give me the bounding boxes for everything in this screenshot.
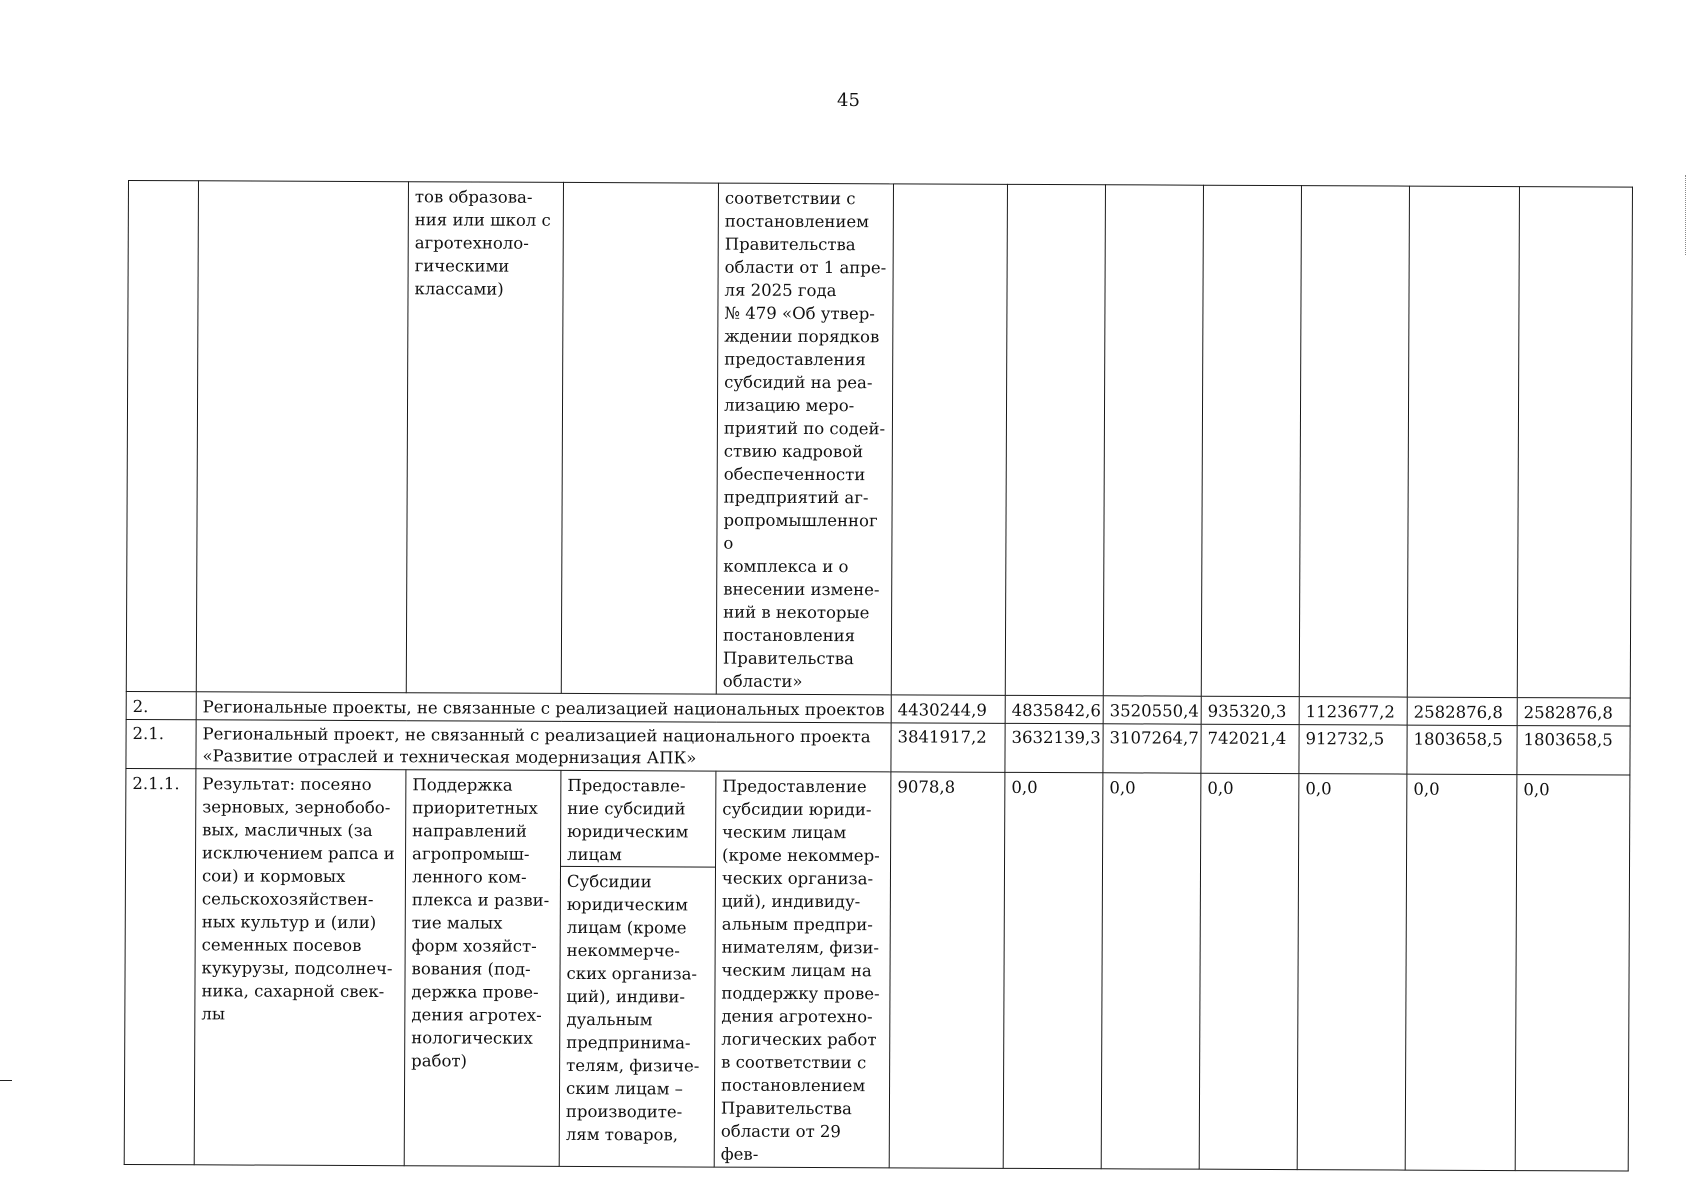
cell-value: 3107264,7	[1103, 724, 1201, 773]
cell-value	[1517, 187, 1632, 698]
cell-value: 3520550,4	[1103, 696, 1201, 724]
cell-value: 912732,5	[1299, 725, 1407, 774]
cell-value	[891, 184, 1007, 695]
cell-instrument	[559, 770, 716, 1167]
budget-table-sheet	[124, 180, 1632, 1172]
cell-value	[1201, 185, 1301, 696]
cell-code	[126, 181, 198, 692]
cell-value: 1803658,5	[1517, 726, 1630, 775]
table-row-continuation	[126, 181, 1632, 699]
cell-value: 1123677,2	[1299, 697, 1407, 725]
cell-title: Региональный проект, не связанный с реализацией национального проекта «Развитие отраслей и техническая модернизация АПК»	[196, 720, 891, 772]
cell-result	[196, 181, 408, 693]
cell-value	[1005, 184, 1105, 695]
budget-table	[124, 180, 1633, 1172]
margin-mark	[0, 1080, 12, 1081]
cell-value: 742021,4	[1201, 724, 1299, 773]
instrument-top: Предоставле- ние субсидий юридическим лицам	[561, 771, 715, 868]
cell-value: 1803658,5	[1407, 725, 1517, 774]
cell-value: 4430244,9	[891, 695, 1005, 723]
cell-value: 3841917,2	[891, 723, 1005, 772]
cell-basis: соответствии с постановлением Правительства области от 1 апре- ля 2025 года № 479 «Об утвер- ждении порядков предоставления субсидий на реа- лизацию меро- приятий по содей- ствию кадровой обеспеченности предприятий аг- ропромышленного комплекса и о внесении измене- ний в некоторые постановления Правительства области»	[716, 183, 893, 695]
cell-value: 0,0	[1101, 773, 1201, 1169]
cell-value	[1103, 185, 1203, 696]
cell-value: 4835842,6	[1005, 695, 1103, 723]
cell-value	[1407, 186, 1519, 697]
cell-value: 0,0	[1405, 774, 1517, 1170]
cell-value: 935320,3	[1201, 696, 1299, 724]
cell-basis: Предоставление субсидии юриди- ческим лицам (кроме некоммер- ческих организа- ций), индивиду- альным предпри- нимателям, физи- ческим лицам на поддержку прове- дения агротехно- логических работ в соответствии с постановлением Правительства области от 29 фев-	[714, 771, 891, 1168]
cell-title: Региональные проекты, не связанные с реализацией национальных проектов	[196, 692, 891, 723]
cell-instrument	[561, 182, 718, 694]
cell-code: 2.1.1.	[124, 768, 196, 1164]
page-number: 45	[837, 90, 860, 111]
cell-value: 0,0	[1297, 774, 1407, 1170]
table-row-2-1	[126, 719, 1630, 775]
cell-value: 0,0	[1199, 773, 1299, 1169]
cell-value: 9078,8	[889, 772, 1005, 1168]
cell-value: 0,0	[1515, 775, 1630, 1171]
cell-direction: Поддержка приоритетных направлений агропромыш- ленного ком- плекса и разви- тие малых форм хозяйст- вования (под- держка прове- дения агротех- нологических работ)	[404, 770, 561, 1167]
cell-value: 2582876,8	[1407, 697, 1517, 725]
cell-code: 2.	[126, 691, 196, 719]
cell-value: 0,0	[1003, 772, 1103, 1168]
cell-direction: тов образова- ния или школ с агротехноло- гическими классами)	[406, 182, 563, 694]
scan-edge-marks	[1685, 175, 1688, 255]
cell-code: 2.1.	[126, 719, 196, 768]
cell-value	[1299, 186, 1409, 697]
table-row-2-1-1	[124, 768, 1630, 1171]
instrument-bottom: Субсидии юридическим лицам (кроме некоммерче- ских организа- ций), индиви- дуальным предпринима- телям, физиче- ским лицам – производите- лям товаров,	[565, 871, 700, 1145]
cell-result: Результат: посеяно зерновых, зернобобо- вых, масличных (за исключением рапса и сои) и кормовых сельскохозяйствен- ных культур и (или) семенных посевов кукурузы, подсолнеч- ника, сахарной свек- лы	[194, 769, 406, 1166]
cell-value: 3632139,3	[1005, 723, 1103, 772]
cell-value: 2582876,8	[1517, 698, 1630, 726]
